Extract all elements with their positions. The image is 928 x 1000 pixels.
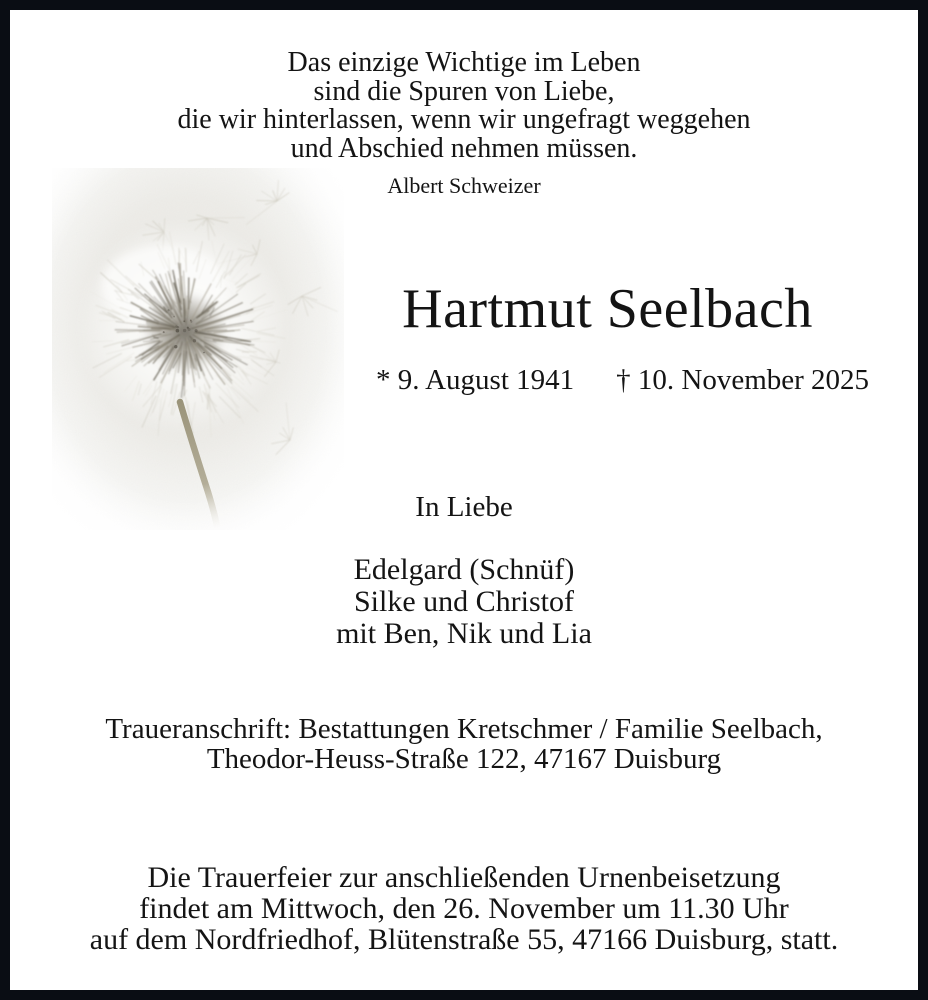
obituary-content [10, 10, 918, 990]
quote-line-4: und Abschied nehmen müssen. [290, 132, 638, 164]
mourning-address [10, 714, 918, 774]
address-line-1: Traueranschrift: Bestattungen Kretschmer / Familie Seelbach, [105, 713, 823, 745]
family-names [10, 554, 918, 650]
ceremony-line-1: Die Trauerfeier zur anschließenden Urnenbeisetzung [147, 861, 781, 894]
family-line-1: Edelgard (Schnüf) [353, 553, 575, 586]
quote-line-3: die wir hinterlassen, wenn wir ungefragt weggehen [177, 104, 751, 135]
dandelion-illustration [52, 168, 344, 530]
quote-attribution: Albert Schweizer [387, 173, 541, 198]
quote-line-2: sind die Spuren von Liebe, [313, 75, 615, 107]
quote-block [10, 49, 918, 163]
deceased-name: Hartmut Seelbach [402, 278, 813, 340]
life-dates [350, 364, 895, 397]
family-intro: In Liebe [415, 491, 513, 523]
family-line-3: mit Ben, Nik und Lia [336, 617, 592, 650]
ceremony-info [10, 862, 918, 955]
quote-line-1: Das einzige Wichtige im Leben [287, 47, 641, 78]
dandelion-photo [52, 168, 344, 530]
birth-date: * 9. August 1941 [375, 364, 575, 396]
address-line-2: Theodor-Heuss-Straße 122, 47167 Duisburg [206, 743, 722, 775]
family-line-2: Silke und Christof [353, 585, 574, 618]
death-date: † 10. November 2025 [616, 364, 870, 396]
ceremony-line-3: auf dem Nordfriedhof, Blütenstraße 55, 47166 Duisburg, statt. [89, 923, 839, 956]
ceremony-line-2: findet am Mittwoch, den 26. November um 11.30 Uhr [139, 892, 789, 925]
photo-edge-fade [52, 168, 344, 530]
